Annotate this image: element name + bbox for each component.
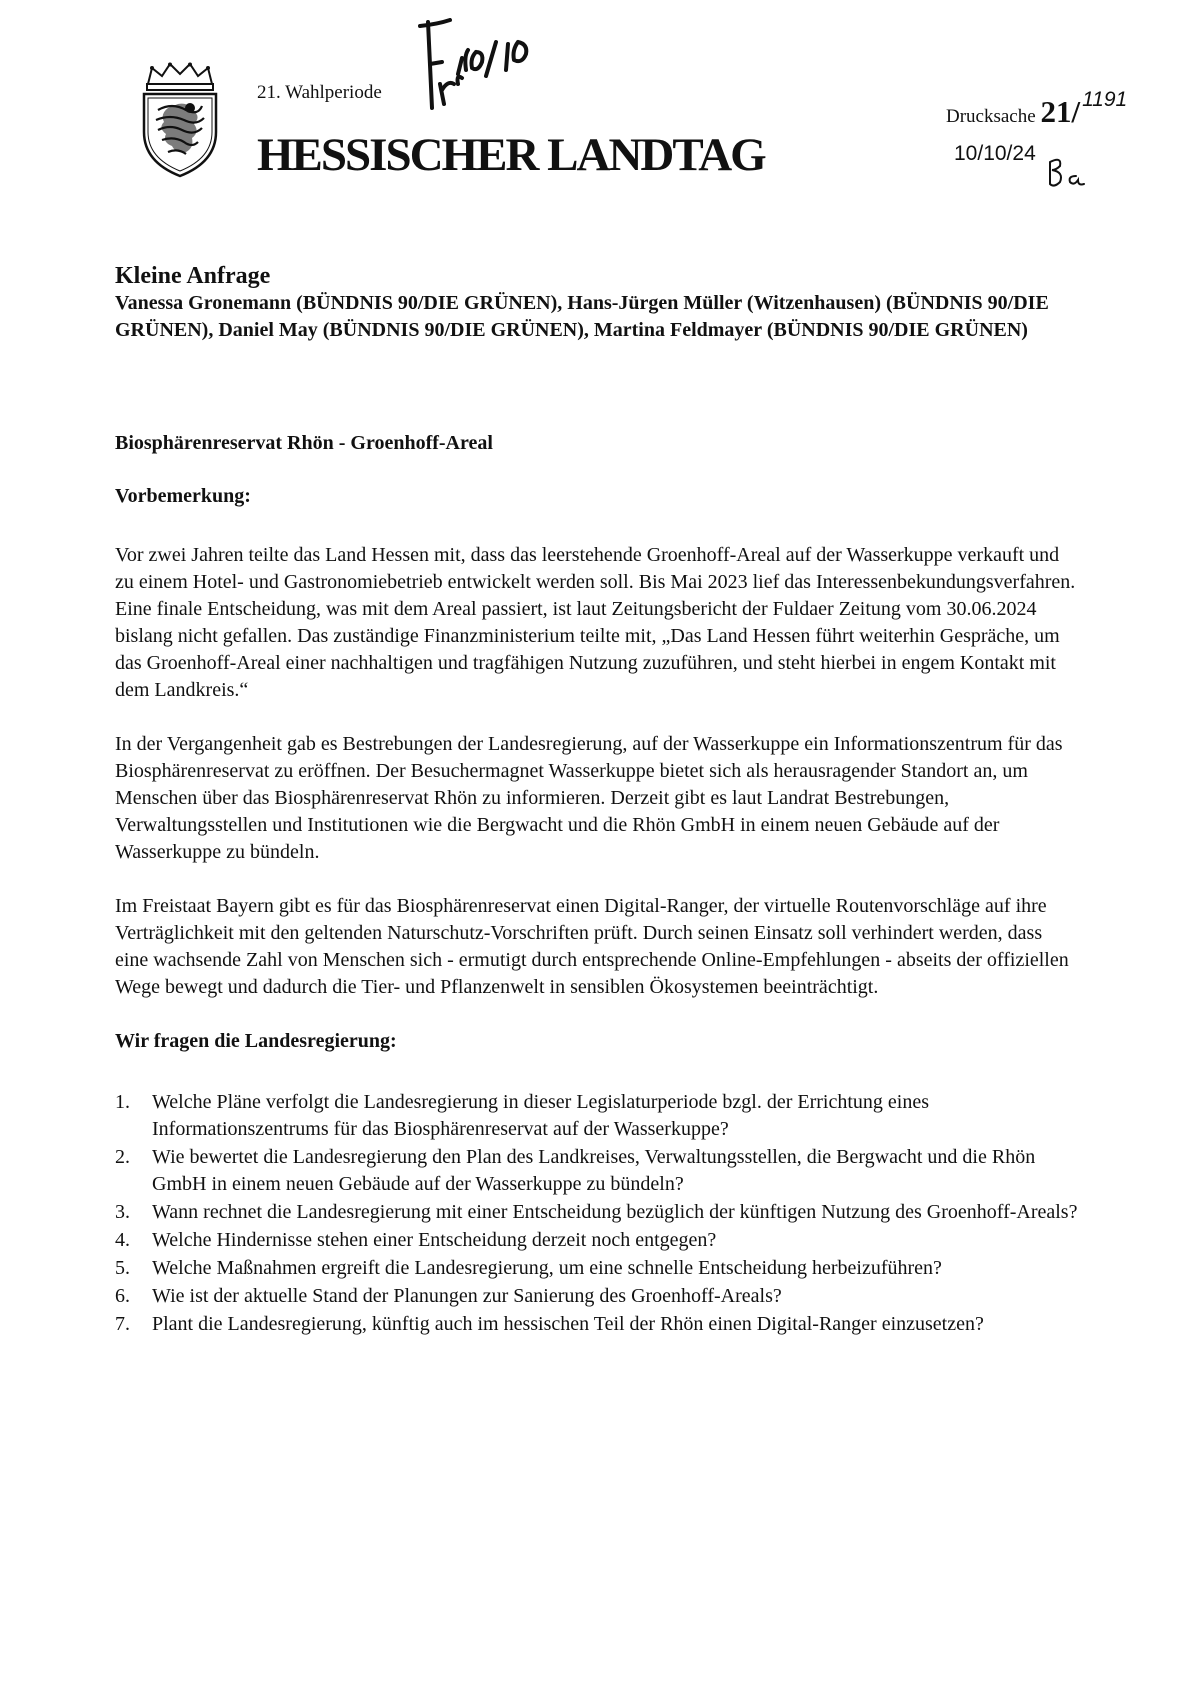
question-number: 4. <box>115 1229 130 1251</box>
question-number: 2. <box>115 1146 130 1168</box>
question-text: Welche Pläne verfolgt die Landesregierung in dieser Legislaturperiode bzgl. der Errichtung eines Informationszentrums für das Biosphärenreservat auf der Wasserkuppe? <box>152 1091 929 1140</box>
drucksache-prefix: 21/ <box>1040 94 1081 129</box>
question-text: Wie bewertet die Landesregierung den Plan des Landkreises, Verwaltungsstellen, die Bergwacht und die Rhön GmbH in einem neuen Gebäude auf der Wasserkuppe zu bündeln? <box>152 1146 1036 1195</box>
question-number: 5. <box>115 1257 130 1279</box>
question-text: Welche Maßnahmen ergreift die Landesregierung, um eine schnelle Entscheidung herbeizuführen? <box>152 1257 942 1279</box>
vorbemerkung-heading: Vorbemerkung: <box>115 485 251 507</box>
question-item <box>115 1311 1080 1338</box>
question-text: Welche Hindernisse stehen einer Entscheidung derzeit noch entgegen? <box>152 1229 717 1251</box>
paragraph: Im Freistaat Bayern gibt es für das Biosphärenreservat einen Digital-Ranger, der virtuelle Routenvorschläge auf ihre Verträglichkeit mit den geltenden Naturschutz-Vorschriften prüft. Durch seinen Einsatz soll verhindert werden, dass eine wachsende Zahl von Menschen sich - ermutigt durch entsprechende Online-Empfehlungen - abseits der offiziellen Wege bewegt und dadurch die Tier- und Pflanzenwelt in sensiblen Ökosystemen beeinträchtigt. <box>115 895 1069 998</box>
institution-title: HESSISCHER LANDTAG <box>257 129 765 181</box>
hessen-coat-of-arms-icon <box>138 62 222 178</box>
drucksache <box>946 88 1128 130</box>
question-text: Wie ist der aktuelle Stand der Planungen zur Sanierung des Groenhoff-Areals? <box>152 1285 782 1307</box>
paragraph: In der Vergangenheit gab es Bestrebungen der Landesregierung, auf der Wasserkuppe ein Informationszentrum für das Biosphärenreservat zu eröffnen. Der Besuchermagnet Wasserkuppe bietet sich als herausragender Standort an, um Menschen über das Biosphärenreservat Rhön zu informieren. Derzeit gibt es laut Landrat Bestrebungen, Verwaltungsstellen und Institutionen wie die Bergwacht und die Rhön GmbH in einem neuen Gebäude auf der Wasserkuppe zu bündeln. <box>115 733 1063 863</box>
question-number: 3. <box>115 1201 130 1223</box>
question-item <box>115 1255 1080 1282</box>
handwritten-initials-icon <box>1046 156 1088 190</box>
document-date: 10/10/24 <box>954 142 1036 165</box>
subject: Biosphärenreservat Rhön - Groenhoff-Areal <box>115 432 493 454</box>
authors: Vanessa Gronemann (BÜNDNIS 90/DIE GRÜNEN), Hans-Jürgen Müller (Witzenhausen) (BÜNDNIS 90/DIE GRÜNEN), Daniel May (BÜNDNIS 90/DIE GRÜNEN), Martina Feldmayer (BÜNDNIS 90/DIE GRÜNEN) <box>115 292 1049 341</box>
question-item <box>115 1089 1080 1143</box>
question-number: 1. <box>115 1091 130 1113</box>
question-text: Wann rechnet die Landesregierung mit einer Entscheidung bezüglich der künftigen Nutzung des Groenhoff-Areals? <box>152 1201 1078 1223</box>
questions-list <box>115 1089 1080 1338</box>
wahlperiode: 21. Wahlperiode <box>257 82 382 103</box>
document-type: Kleine Anfrage <box>115 263 271 289</box>
handwritten-stamp-icon <box>418 18 558 114</box>
question-number: 7. <box>115 1313 130 1335</box>
document-body <box>115 262 1080 1339</box>
questions-heading: Wir fragen die Landesregierung: <box>115 1030 397 1052</box>
question-number: 6. <box>115 1285 130 1307</box>
question-item <box>115 1144 1080 1198</box>
question-item <box>115 1227 1080 1254</box>
question-item <box>115 1199 1080 1226</box>
paragraph: Vor zwei Jahren teilte das Land Hessen mit, dass das leerstehende Groenhoff-Areal auf der Wasserkuppe verkauft und zu einem Hotel- und Gastronomiebetrieb entwickelt werden soll. Bis Mai 2023 lief das Interessenbekundungsverfahren. Eine finale Entscheidung, was mit dem Areal passiert, ist laut Zeitungsbericht der Fuldaer Zeitung vom 30.06.2024 bislang nicht gefallen. Das zuständige Finanzministerium teilte mit, „Das Land Hessen führt weiterhin Gespräche, um das Groenhoff-Areal einer nachhaltigen und tragfähigen Nutzung zuzuführen, und steht hierbei in engem Kontakt mit dem Landkreis.“ <box>115 544 1076 701</box>
question-item <box>115 1283 1080 1310</box>
drucksache-label: Drucksache <box>946 106 1036 127</box>
question-text: Plant die Landesregierung, künftig auch im hessischen Teil der Rhön einen Digital-Ranger einzusetzen? <box>152 1313 984 1335</box>
drucksache-number: 1191 <box>1082 88 1128 111</box>
